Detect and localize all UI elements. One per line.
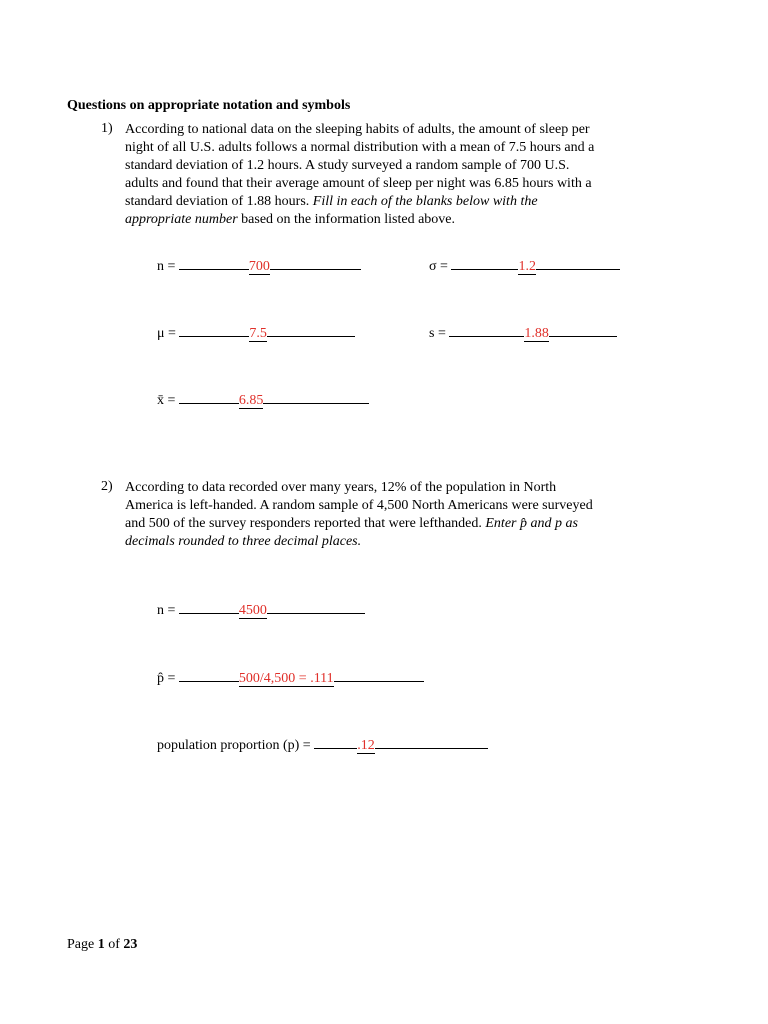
field-xbar-label: x̄ = [157, 393, 179, 408]
answer-blank[interactable] [179, 668, 239, 682]
q2-line: America is left-handed. A random sample of 4,500 North Americans were surveyed [125, 498, 593, 513]
field-s-label: s = [429, 326, 450, 341]
field-mu-label: μ = [157, 326, 180, 341]
answer-blank[interactable] [179, 256, 249, 270]
answer-blank[interactable] [179, 600, 239, 614]
q2-instruction: Enter p̂ and p as [485, 516, 578, 531]
answer-blank[interactable] [449, 323, 524, 337]
field-mu [157, 323, 355, 342]
field-q2-n-label: n = [157, 603, 179, 618]
q1-line: According to national data on the sleeping habits of adults, the amount of sleep per [125, 122, 590, 137]
q1-line: standard deviation of 1.88 hours. Fill in each of the blanks below with the [125, 194, 538, 209]
answer-blank[interactable] [536, 256, 620, 270]
answer-blank[interactable] [549, 323, 617, 337]
field-n-answer[interactable]: 700 [248, 259, 270, 274]
field-n [157, 256, 361, 275]
answer-blank[interactable] [179, 323, 249, 337]
field-phat-answer[interactable]: 500/4,500 = .111 [238, 671, 334, 686]
answer-blank[interactable] [314, 735, 357, 749]
footer-prefix: Page [67, 937, 98, 952]
field-n-label: n = [157, 259, 179, 274]
field-sigma-label: σ = [429, 259, 452, 274]
footer-current-page: 1 [97, 937, 105, 952]
field-p-label: population proportion (p) = [157, 738, 315, 753]
page-heading: Questions on appropriate notation and symbols [67, 98, 351, 113]
q1-instruction: Fill in each of the blanks below with the [312, 194, 538, 209]
field-q2-n [157, 600, 365, 619]
field-p-answer[interactable]: .12 [357, 738, 375, 753]
answer-blank[interactable] [263, 390, 369, 404]
question-2-text [125, 479, 593, 551]
field-xbar-answer[interactable]: 6.85 [238, 393, 264, 408]
answer-blank[interactable] [451, 256, 518, 270]
field-population-proportion [157, 735, 488, 754]
answer-blank[interactable] [267, 323, 355, 337]
question-2-number: 2) [101, 479, 113, 494]
field-xbar [157, 390, 369, 409]
answer-blank[interactable] [375, 735, 488, 749]
footer-middle: of [104, 937, 124, 952]
q2-instruction: decimals rounded to three decimal places. [125, 534, 362, 549]
q1-line: adults and found that their average amount of sleep per night was 6.85 hours with a [125, 176, 592, 191]
question-1-text [125, 121, 594, 229]
answer-blank[interactable] [334, 668, 424, 682]
answer-blank[interactable] [267, 600, 365, 614]
q1-line: appropriate number based on the information listed above. [125, 212, 455, 227]
field-sigma-answer[interactable]: 1.2 [518, 259, 536, 274]
field-sigma [429, 256, 620, 275]
field-phat-label: p̂ = [157, 671, 179, 686]
q2-line [125, 533, 593, 551]
footer-total-pages: 23 [123, 937, 138, 952]
q2-line: and 500 of the survey responders reported that were lefthanded. Enter p̂ and p as [125, 516, 578, 531]
q1-line: standard deviation of 1.2 hours. A study surveyed a random sample of 700 U.S. [125, 158, 570, 173]
field-q2-n-answer[interactable]: 4500 [238, 603, 267, 618]
answer-blank[interactable] [270, 256, 361, 270]
q1-line: night of all U.S. adults follows a normal distribution with a mean of 7.5 hours and a [125, 140, 595, 155]
field-phat [157, 668, 424, 687]
field-mu-answer[interactable]: 7.5 [249, 326, 267, 341]
field-s-answer[interactable]: 1.88 [524, 326, 549, 341]
page-footer [67, 937, 137, 953]
q1-instruction: appropriate number [125, 212, 238, 227]
field-s [429, 323, 617, 342]
answer-blank[interactable] [179, 390, 239, 404]
q2-line: According to data recorded over many years, 12% of the population in North [125, 480, 557, 495]
question-1-number: 1) [101, 121, 113, 136]
